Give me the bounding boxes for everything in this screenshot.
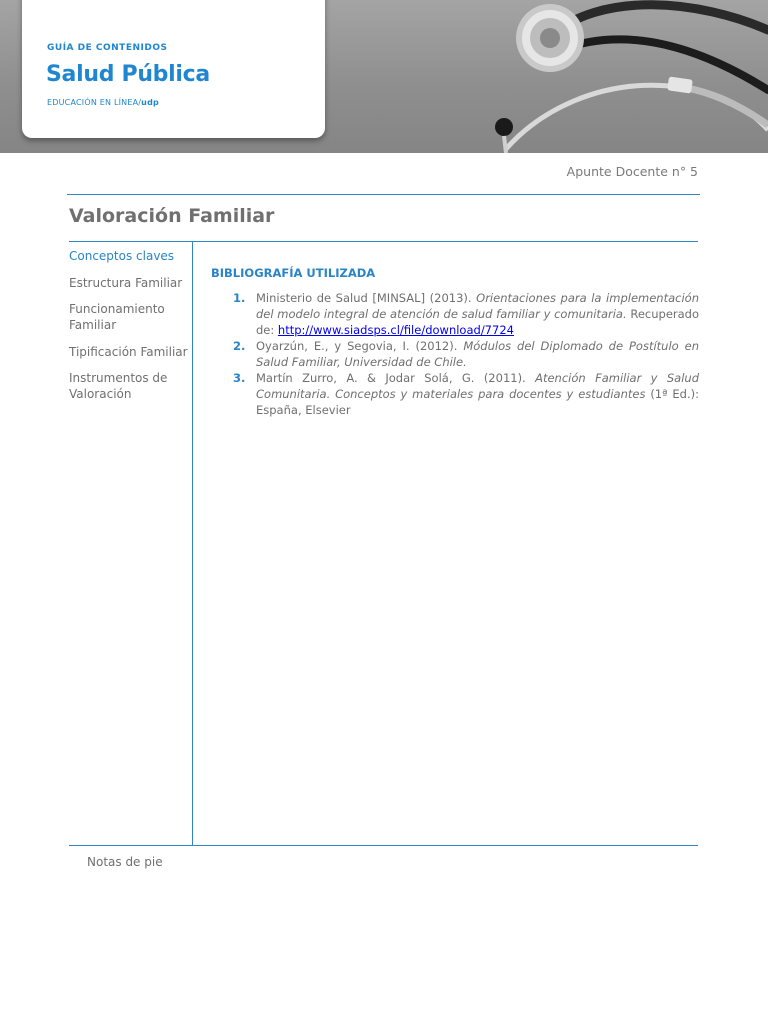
- brand-subtitle-right: udp: [141, 98, 159, 107]
- brand-subtitle-left: EDUCACIÓN EN LÍNEA/: [47, 98, 142, 107]
- reference-item: [211, 338, 699, 370]
- sidebar-divider: [192, 241, 193, 846]
- brand-subtitle: [47, 98, 159, 107]
- reference-title: Orientaciones para la implementación del modelo integral de atención de salud familiar y comunitaria.: [256, 291, 699, 321]
- footer-divider: [69, 845, 698, 846]
- header-banner: [0, 0, 768, 153]
- brand-title: Salud Pública: [46, 62, 210, 87]
- sidebar-item-conceptos-claves[interactable]: Conceptos claves: [69, 249, 175, 263]
- reference-after: Recuperado de:: [256, 307, 699, 337]
- top-divider: [67, 194, 700, 195]
- title-divider: [69, 241, 698, 242]
- reference-after: (1ª Ed.): España, Elsevier: [256, 387, 699, 417]
- sidebar-item-estructura-familiar[interactable]: Estructura Familiar: [69, 275, 183, 290]
- section-title: BIBLIOGRAFÍA UTILIZADA: [211, 266, 376, 280]
- page-title: Valoración Familiar: [69, 205, 275, 227]
- reference-item: [211, 370, 699, 418]
- reference-number: 3.: [233, 371, 246, 385]
- reference-authors: Oyarzún, E., y Segovia, I. (2012).: [256, 339, 464, 353]
- reference-title: Atención Familiar y Salud Comunitaria. Conceptos y materiales para docentes y estudiantes: [256, 371, 700, 401]
- sidebar-nav: [69, 248, 191, 413]
- main-content: [211, 266, 699, 418]
- reference-authors: Ministerio de Salud [MINSAL] (2013).: [256, 291, 477, 305]
- brand-kicker: GUÍA DE CONTENIDOS: [47, 43, 168, 53]
- reference-link[interactable]: http://www.siadsps.cl/file/download/7724: [277, 323, 514, 337]
- reference-item: [211, 290, 699, 338]
- reference-number: 2.: [233, 339, 246, 353]
- sidebar-item-funcionamiento-familiar[interactable]: Funcionamiento Familiar: [69, 302, 165, 332]
- reference-authors: Martín Zurro, A. & Jodar Solá, G. (2011).: [256, 371, 536, 385]
- reference-title: Módulos del Diplomado de Postítulo en Salud Familiar, Universidad de Chile.: [256, 339, 700, 369]
- sidebar-item-tipificacion-familiar[interactable]: Tipificación Familiar: [69, 344, 188, 359]
- footnotes-label: Notas de pie: [87, 855, 163, 869]
- reference-number: 1.: [233, 291, 246, 305]
- sidebar-item-instrumentos-de-valoracion[interactable]: Instrumentos de Valoración: [69, 371, 168, 401]
- apunte-number: Apunte Docente n° 5: [566, 164, 698, 179]
- reference-list: [211, 290, 699, 418]
